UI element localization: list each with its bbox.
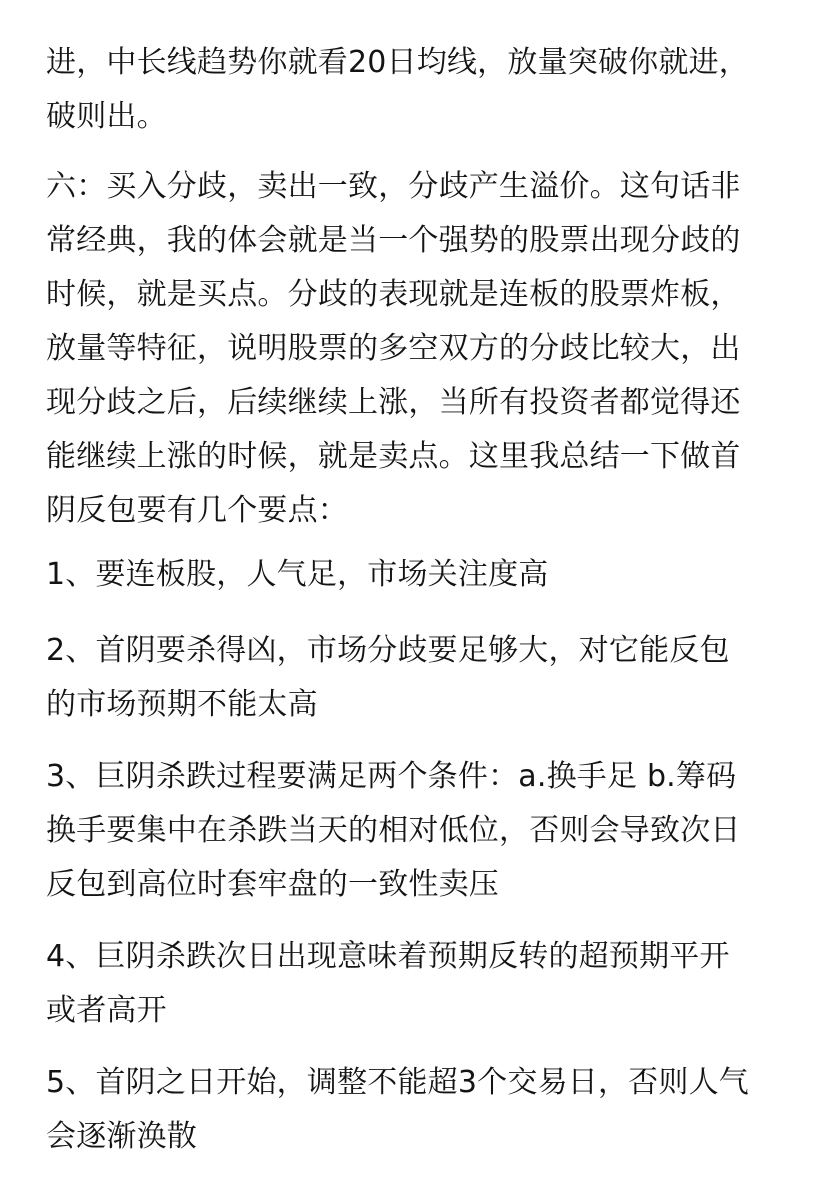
list-item-4 — [46, 930, 786, 1038]
text-line: 阴反包要有几个要点： — [46, 493, 348, 528]
text-line: 换手要集中在杀跌当天的相对低位，否则会导致次日 — [46, 813, 741, 848]
list-item-5 — [46, 1056, 786, 1164]
text-line: 现分歧之后，后续继续上涨，当所有投资者都觉得还 — [46, 385, 741, 420]
text-line: 能继续上涨的时候，就是卖点。这里我总结一下做首 — [46, 439, 741, 474]
text-line: 3、巨阴杀跌过程要满足两个条件：a.换手足 b.筹码 — [46, 759, 737, 794]
list-item-2 — [46, 624, 786, 732]
text-line: 进，中长线趋势你就看20日均线，放量突破你就进， — [46, 45, 749, 80]
text-line: 5、首阴之日开始，调整不能超3个交易日，否则人气 — [46, 1065, 749, 1100]
text-line: 常经典，我的体会就是当一个强势的股票出现分歧的 — [46, 223, 741, 258]
text-line: 4、巨阴杀跌次日出现意味着预期反转的超预期平开 — [46, 939, 730, 974]
list-item-1 — [46, 548, 786, 602]
list-item-3 — [46, 750, 786, 912]
text-line: 的市场预期不能太高 — [46, 687, 318, 722]
text-line: 破则出。 — [46, 99, 167, 134]
text-line: 会逐渐涣散 — [46, 1119, 197, 1154]
text-line: 时候，就是买点。分歧的表现就是连板的股票炸板， — [46, 277, 741, 312]
text-line: 反包到高位时套牢盘的一致性卖压 — [46, 867, 499, 902]
text-line: 1、要连板股，人气足，市场关注度高 — [46, 557, 549, 592]
paragraph-ma-trend — [46, 36, 786, 144]
text-line: 或者高开 — [46, 993, 167, 1028]
text-line: 2、首阴要杀得凶，市场分歧要足够大，对它能反包 — [46, 633, 730, 668]
paragraph-six-divergence — [46, 160, 786, 538]
text-line: 六：买入分歧，卖出一致，分歧产生溢价。这句话非 — [46, 169, 741, 204]
text-line: 放量等特征，说明股票的多空双方的分歧比较大，出 — [46, 331, 741, 366]
